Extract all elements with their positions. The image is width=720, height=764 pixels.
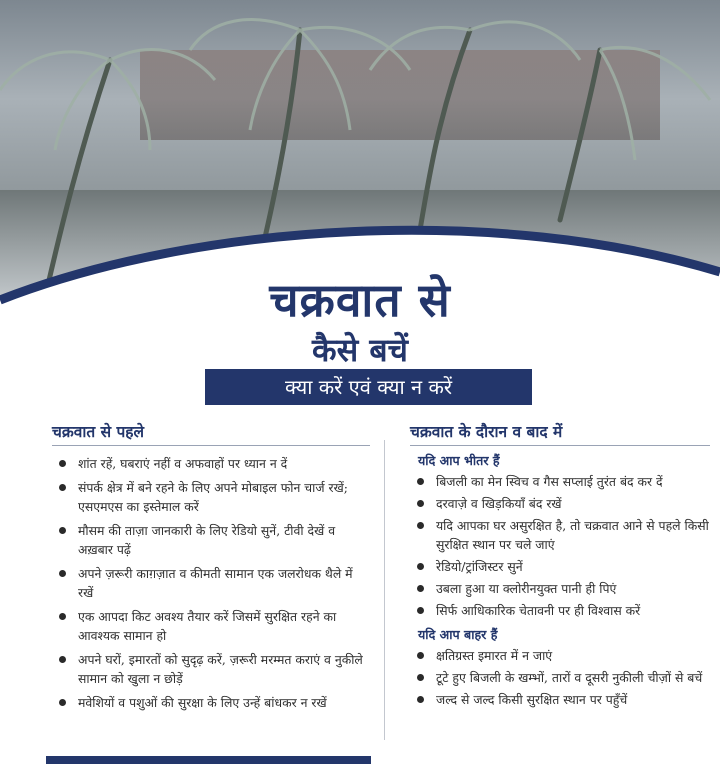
column-divider [384,440,385,740]
list-item: मौसम की ताज़ा जानकारी के लिए रेडियो सुनें, टीवी देखें व अख़बार पढ़ें [52,521,370,559]
list-item: बिजली का मेन स्विच व गैस सप्लाई तुरंत बंद कर दें [410,472,710,491]
list-item: सिर्फ आधिकारिक चेतावनी पर ही विश्वास करें [410,601,710,620]
during-after-cyclone-section [410,420,710,712]
list-item: यदि आपका घर असुरक्षित है, तो चक्रवात आने से पहले किसी सुरक्षित स्थान पर चले जाएं [410,516,710,554]
section-heading-before: चक्रवात से पहले [52,420,370,446]
bullet-icon [59,613,66,620]
list-item: टूटे हुए बिजली के खम्भों, तारों व दूसरी नुकीली चीज़ों से बचें [410,668,710,687]
list-item: एक आपदा किट अवश्य तैयार करें जिसमें सुरक्षित रहने का आवश्यक सामान हो [52,607,370,645]
section-heading-during-after: चक्रवात के दौरान व बाद में [410,420,710,446]
indoors-label: यदि आप भीतर हैं [418,453,500,468]
list-item: जल्द से जल्द किसी सुरक्षित स्थान पर पहुँचें [410,690,710,709]
list-item: अपने घरों, इमारतों को सुदृढ़ करें, ज़रूरी मरम्मत कराएं व नुकीले सामान को खुला न छोड़ें [52,650,370,688]
bullet-icon [59,527,66,534]
bottom-banner-edge [46,756,371,764]
bullet-icon [417,500,424,507]
bullet-icon [417,652,424,659]
list-item: संपर्क क्षेत्र में बने रहने के लिए अपने मोबाइल फोन चार्ज रखें; एसएमएस का इस्तेमाल करें [52,478,370,516]
list-item: रेडियो/ट्रांजिस्टर सुनें [410,557,710,576]
bullet-icon [59,656,66,663]
list-item: क्षतिग्रस्त इमारत में न जाएं [410,646,710,665]
bullet-icon [417,522,424,529]
page-subtitle: कैसे बचें [312,331,408,369]
list-item: शांत रहें, घबराएं नहीं व अफवाहों पर ध्यान न दें [52,454,370,473]
bullet-icon [417,478,424,485]
bullet-icon [417,585,424,592]
bullet-icon [417,674,424,681]
list-item: दरवाज़े व खिड़कियाँ बंद रखें [410,494,710,513]
list-item: मवेशियों व पशुओं की सुरक्षा के लिए उन्हें बांधकर न रखें [52,693,370,712]
bullet-icon [59,460,66,467]
before-cyclone-section [52,420,370,717]
bullet-icon [59,570,66,577]
dos-donts-banner: क्या करें एवं क्या न करें [205,369,532,405]
bullet-icon [417,563,424,570]
bullet-icon [417,607,424,614]
outdoors-label: यदि आप बाहर हैं [418,627,498,642]
bullet-icon [59,484,66,491]
bullet-icon [59,699,66,706]
list-item: अपने ज़रूरी काग़ज़ात व कीमती सामान एक जलरोधक थैले में रखें [52,564,370,602]
page-title: चक्रवात से [269,273,451,327]
list-item: उबला हुआ या क्लोरीनयुक्त पानी ही पिएं [410,579,710,598]
bullet-icon [417,696,424,703]
